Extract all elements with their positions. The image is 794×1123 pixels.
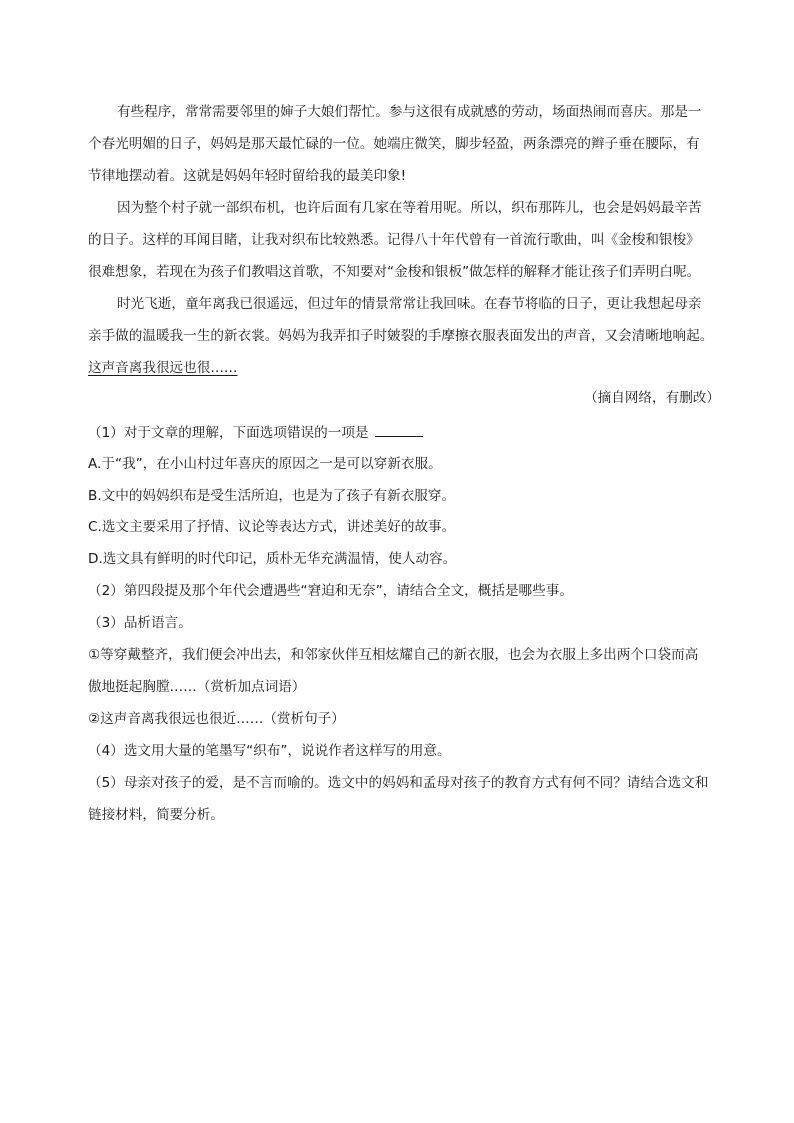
- question-3-item-2: ②这声音离我很远也很近……（赏析句子）: [88, 711, 345, 727]
- question-3-item-1-cont: 傲地挺起胸膛……（赏析加点词语）: [88, 679, 306, 695]
- passage-line: 个春光明媚的日子，妈妈是那天最忙碌的一位。她端庄微笑，脚步轻盈，两条漂亮的辫子垂在腰际，有: [88, 136, 700, 152]
- question-5: （5）母亲对孩子的爱，是不言而喻的。选文中的妈妈和孟母对孩子的教育方式有何不同？请结合选文和: [88, 775, 709, 791]
- question-3-item-1: ①等穿戴整齐，我们便会冲出去，和邻家伙伴互相炫耀自己的新衣服，也会为衣服上多出两个口袋而高: [88, 647, 699, 663]
- option-c: C.选文主要采用了抒情、议论等表达方式，讲述美好的故事。: [88, 519, 456, 535]
- passage-line: 亲手做的温暖我一生的新衣裳。妈妈为我弄扣子时皴裂的手摩擦衣服表面发出的声音，又会清晰地响起。: [88, 328, 714, 344]
- question-1: [88, 424, 728, 441]
- passage-line: 的日子。这样的耳闻目睹，让我对织布比较熟悉。记得八十年代曾有一首流行歌曲，叫《金梭和银梭》: [88, 232, 700, 248]
- option-d: D.选文具有鲜明的时代印记，质朴无华充满温情，使人动容。: [88, 551, 457, 567]
- question-1-text: （1）对于文章的理解，下面选项错误的一项是: [88, 425, 369, 441]
- passage-line: 节律地摆动着。这就是妈妈年轻时留给我的最美印象!: [88, 168, 407, 184]
- underlined-sentence: 这声音离我很远也很……: [88, 360, 238, 376]
- option-a: A.于“我”，在小山村过年喜庆的原因之一是可以穿新衣服。: [88, 456, 442, 472]
- passage-line: 有些程序，常常需要邻里的婶子大娘们帮忙。参与这很有成就感的劳动，场面热闹而喜庆。那是一: [117, 104, 702, 120]
- question-2: （2）第四段提及那个年代会遭遇些“窘迫和无奈”，请结合全文，概括是哪些事。: [88, 583, 573, 599]
- question-5-cont: 链接材料，简要分析。: [88, 807, 224, 823]
- source-citation: （摘自网络，有删改）: [584, 390, 720, 406]
- question-3: （3）品析语言。: [88, 615, 192, 631]
- option-b: B.文中的妈妈织布是受生活所迫，也是为了孩子有新衣服穿。: [88, 488, 456, 504]
- question-4: （4）选文用大量的笔墨写“织布”，说说作者这样写的用意。: [88, 743, 451, 759]
- answer-blank[interactable]: [375, 424, 423, 437]
- passage-line: 因为整个村子就一部织布机，也许后面有几家在等着用呢。所以，织布那阵儿，也会是妈妈最辛苦: [117, 200, 702, 216]
- passage-line: 时光飞逝，童年离我已很遥远，但过年的情景常常让我回味。在春节将临的日子，更让我想起母亲: [117, 296, 702, 312]
- passage-line: 很难想象，若现在为孩子们教唱这首歌，不知要对“金梭和银板”做怎样的解释才能让孩子们弄明白呢。: [88, 264, 701, 280]
